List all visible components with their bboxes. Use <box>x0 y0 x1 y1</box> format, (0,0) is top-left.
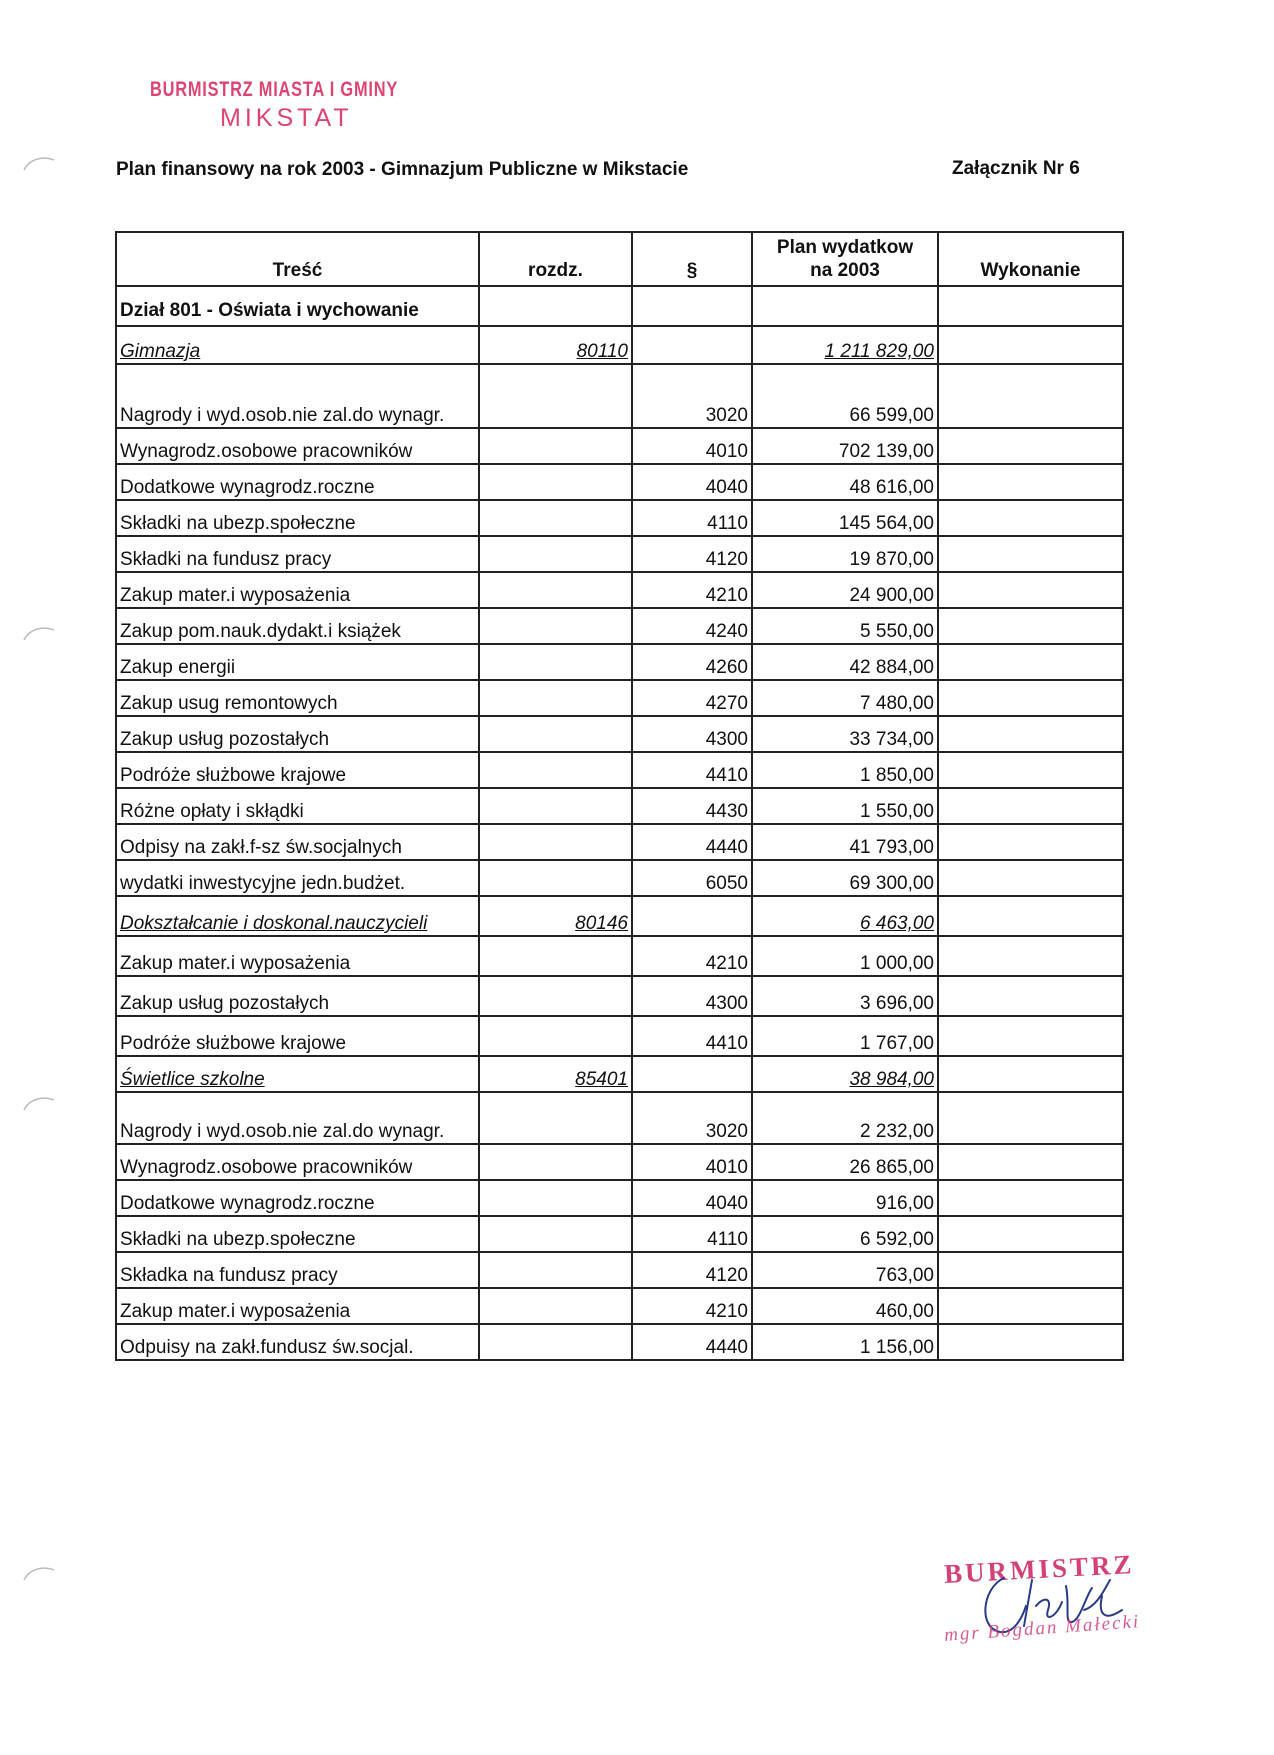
row-amount: 5 550,00 <box>752 608 938 644</box>
table-row <box>116 644 1123 680</box>
subsection-rozdz: 80146 <box>575 913 628 934</box>
subsection-rozdz-cell <box>479 896 632 936</box>
row-amount: 42 884,00 <box>752 644 938 680</box>
row-amount: 41 793,00 <box>752 824 938 860</box>
subsection-total: 1 211 829,00 <box>824 341 934 362</box>
table-body <box>116 286 1123 1360</box>
row-paragraph: 4410 <box>632 1016 752 1056</box>
row-amount: 66 599,00 <box>752 364 938 428</box>
subsection-name-cell <box>116 896 479 936</box>
row-description: Nagrody i wyd.osob.nie zal.do wynagr. <box>116 364 479 428</box>
row-amount: 916,00 <box>752 1180 938 1216</box>
row-description: Zakup mater.i wyposażenia <box>116 572 479 608</box>
header-rozdz: rozdz. <box>479 232 632 286</box>
row-description: Odpuisy na zakł.fundusz św.socjal. <box>116 1324 479 1360</box>
row-amount: 1 156,00 <box>752 1324 938 1360</box>
row-description: Składki na ubezp.społeczne <box>116 1216 479 1252</box>
signature-stamp-title: BURMISTRZ <box>943 1549 1136 1589</box>
table-row <box>116 752 1123 788</box>
subsection-total-cell <box>752 326 938 364</box>
row-amount: 3 696,00 <box>752 976 938 1016</box>
table-row <box>116 788 1123 824</box>
punch-hole-mark <box>20 620 60 650</box>
row-description: Składka na fundusz pracy <box>116 1252 479 1288</box>
row-description: wydatki inwestycyjne jedn.budżet. <box>116 860 479 896</box>
table-row <box>116 1092 1123 1144</box>
row-amount: 69 300,00 <box>752 860 938 896</box>
table-row <box>116 536 1123 572</box>
office-stamp <box>150 78 470 133</box>
row-description: Wynagrodz.osobowe pracowników <box>116 428 479 464</box>
row-amount: 145 564,00 <box>752 500 938 536</box>
row-description: Zakup usug remontowych <box>116 680 479 716</box>
signature-stamp <box>944 1548 1184 1668</box>
table-row <box>116 1216 1123 1252</box>
subsection-total-cell <box>752 1056 938 1092</box>
annex-label: Załącznik Nr 6 <box>952 158 1080 179</box>
row-description: Dodatkowe wynagrodz.roczne <box>116 1180 479 1216</box>
row-paragraph: 6050 <box>632 860 752 896</box>
row-paragraph: 4300 <box>632 716 752 752</box>
row-paragraph: 4010 <box>632 428 752 464</box>
row-description: Podróże służbowe krajowe <box>116 1016 479 1056</box>
row-amount: 33 734,00 <box>752 716 938 752</box>
row-description: Odpisy na zakł.f-sz św.socjalnych <box>116 824 479 860</box>
row-description: Wynagrodz.osobowe pracowników <box>116 1144 479 1180</box>
row-amount: 1 850,00 <box>752 752 938 788</box>
row-paragraph: 4110 <box>632 500 752 536</box>
row-paragraph: 3020 <box>632 1092 752 1144</box>
subsection-row <box>116 896 1123 936</box>
row-amount: 26 865,00 <box>752 1144 938 1180</box>
subsection-name-cell <box>116 326 479 364</box>
subsection-total: 38 984,00 <box>849 1069 934 1090</box>
header-tresc: Treść <box>116 232 479 286</box>
row-amount: 48 616,00 <box>752 464 938 500</box>
row-description: Zakup usług pozostałych <box>116 716 479 752</box>
row-paragraph: 4210 <box>632 936 752 976</box>
row-description: Zakup energii <box>116 644 479 680</box>
punch-hole-mark <box>20 150 60 180</box>
row-paragraph: 4010 <box>632 1144 752 1180</box>
table-row <box>116 824 1123 860</box>
row-paragraph: 4040 <box>632 1180 752 1216</box>
subsection-total: 6 463,00 <box>860 913 934 934</box>
stamp-line-1: BURMISTRZ MIASTA I GMINY <box>150 78 399 101</box>
row-description: Składki na fundusz pracy <box>116 536 479 572</box>
subsection-rozdz: 80110 <box>576 341 628 362</box>
row-description: Składki na ubezp.społeczne <box>116 500 479 536</box>
table-row <box>116 860 1123 896</box>
table-row <box>116 500 1123 536</box>
table-row <box>116 428 1123 464</box>
punch-hole-mark <box>20 1090 60 1120</box>
row-paragraph: 4120 <box>632 1252 752 1288</box>
subsection-rozdz: 85401 <box>575 1069 628 1090</box>
section-row <box>116 286 1123 326</box>
row-amount: 763,00 <box>752 1252 938 1288</box>
row-amount: 1 767,00 <box>752 1016 938 1056</box>
table-row <box>116 1288 1123 1324</box>
subsection-name: Świetlice szkolne <box>120 1069 265 1090</box>
table-row <box>116 1180 1123 1216</box>
table-row <box>116 1144 1123 1180</box>
row-paragraph: 4110 <box>632 1216 752 1252</box>
subsection-row <box>116 1056 1123 1092</box>
row-description: Zakup mater.i wyposażenia <box>116 1288 479 1324</box>
row-description: Różne opłaty i skłądki <box>116 788 479 824</box>
budget-table <box>115 231 1124 1361</box>
subsection-rozdz-cell <box>479 1056 632 1092</box>
row-description: Podróże służbowe krajowe <box>116 752 479 788</box>
table-row <box>116 1016 1123 1056</box>
row-description: Nagrody i wyd.osob.nie zal.do wynagr. <box>116 1092 479 1144</box>
row-paragraph: 4440 <box>632 824 752 860</box>
stamp-line-2: MIKSTAT <box>220 104 353 132</box>
row-paragraph: 4270 <box>632 680 752 716</box>
header-plan <box>752 232 938 286</box>
row-description: Dodatkowe wynagrodz.roczne <box>116 464 479 500</box>
section-title: Dział 801 - Oświata i wychowanie <box>116 286 479 326</box>
row-amount: 24 900,00 <box>752 572 938 608</box>
subsection-row <box>116 326 1123 364</box>
subsection-name-cell <box>116 1056 479 1092</box>
row-paragraph: 3020 <box>632 364 752 428</box>
row-amount: 19 870,00 <box>752 536 938 572</box>
document-title: Plan finansowy na rok 2003 - Gimnazjum Publiczne w Mikstacie <box>116 159 689 180</box>
header-plan-line-1: Plan wydatkow <box>776 237 914 258</box>
header-wykonanie: Wykonanie <box>938 232 1123 286</box>
row-amount: 7 480,00 <box>752 680 938 716</box>
table-row <box>116 716 1123 752</box>
signature-stamp-name: mgr Bogdan Małecki <box>943 1611 1141 1646</box>
row-description: Zakup pom.nauk.dydakt.i książek <box>116 608 479 644</box>
punch-hole-mark <box>20 1560 60 1590</box>
table-row <box>116 976 1123 1016</box>
row-paragraph: 4240 <box>632 608 752 644</box>
row-paragraph: 4210 <box>632 572 752 608</box>
row-amount: 702 139,00 <box>752 428 938 464</box>
subsection-name: Gimnazja <box>120 341 201 362</box>
row-paragraph: 4430 <box>632 788 752 824</box>
row-amount: 1 000,00 <box>752 936 938 976</box>
row-paragraph: 4120 <box>632 536 752 572</box>
row-paragraph: 4440 <box>632 1324 752 1360</box>
table-row <box>116 1324 1123 1360</box>
table-row <box>116 364 1123 428</box>
row-paragraph: 4410 <box>632 752 752 788</box>
table-row <box>116 936 1123 976</box>
table-row <box>116 680 1123 716</box>
table-row <box>116 1252 1123 1288</box>
row-description: Zakup mater.i wyposażenia <box>116 936 479 976</box>
subsection-rozdz-cell <box>479 326 632 364</box>
subsection-total-cell <box>752 896 938 936</box>
row-paragraph: 4300 <box>632 976 752 1016</box>
row-paragraph: 4040 <box>632 464 752 500</box>
row-amount: 6 592,00 <box>752 1216 938 1252</box>
row-description: Zakup usług pozostałych <box>116 976 479 1016</box>
table-row <box>116 572 1123 608</box>
table-header-row <box>116 232 1123 286</box>
table-row <box>116 608 1123 644</box>
row-amount: 1 550,00 <box>752 788 938 824</box>
row-amount: 460,00 <box>752 1288 938 1324</box>
row-paragraph: 4210 <box>632 1288 752 1324</box>
row-paragraph: 4260 <box>632 644 752 680</box>
header-plan-line-2: na 2003 <box>810 260 880 281</box>
row-amount: 2 232,00 <box>752 1092 938 1144</box>
header-paragraph: § <box>632 232 752 286</box>
subsection-name: Dokształcanie i doskonal.nauczycieli <box>120 913 428 934</box>
table-row <box>116 464 1123 500</box>
